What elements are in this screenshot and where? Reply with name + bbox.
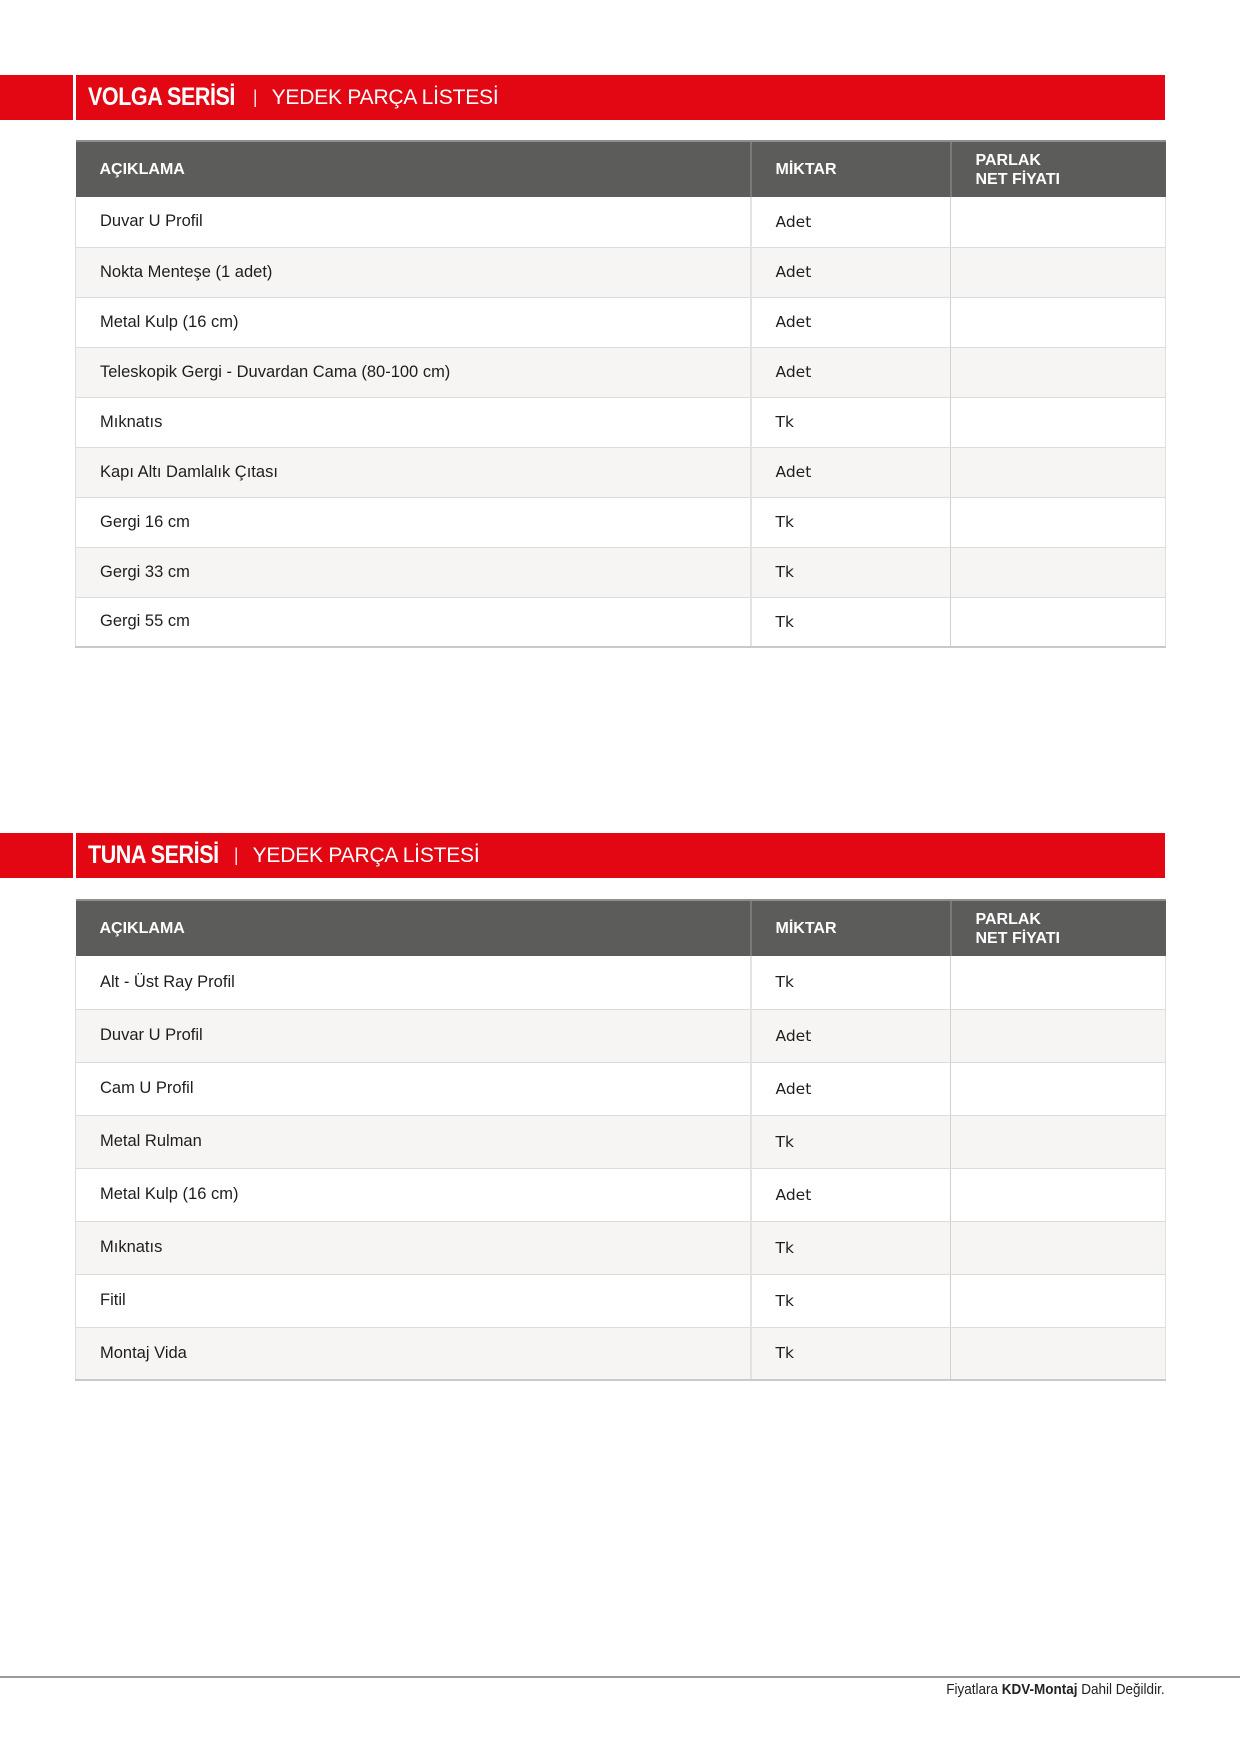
row-quantity: Adet <box>751 297 951 347</box>
row-description: Metal Kulp (16 cm) <box>76 297 751 347</box>
table-row <box>76 547 1166 597</box>
series-name: TUNA SERİSİ <box>88 841 219 869</box>
section-subtitle: YEDEK PARÇA LİSTESİ <box>252 843 480 867</box>
header-notch-divider <box>73 75 76 120</box>
row-description: Mıknatıs <box>76 1221 751 1274</box>
column-header-quantity: MİKTAR <box>751 900 951 956</box>
row-description: Montaj Vida <box>76 1327 751 1380</box>
row-quantity: Adet <box>751 1062 951 1115</box>
row-description: Alt - Üst Ray Profil <box>76 956 751 1009</box>
column-header-description: AÇIKLAMA <box>76 141 751 197</box>
tuna-parts-table <box>75 899 1166 1381</box>
row-description: Gergi 33 cm <box>76 547 751 597</box>
section-header-tuna <box>0 833 1165 878</box>
row-description: Duvar U Profil <box>76 1009 751 1062</box>
footer-note <box>947 1681 1165 1698</box>
row-description: Gergi 55 cm <box>76 597 751 647</box>
row-description: Nokta Menteşe (1 adet) <box>76 247 751 297</box>
section-subtitle: YEDEK PARÇA LİSTESİ <box>271 85 499 109</box>
table-row <box>76 1009 1166 1062</box>
section-title <box>88 833 480 878</box>
row-price <box>951 1168 1166 1221</box>
table-row <box>76 247 1166 297</box>
table-row <box>76 1062 1166 1115</box>
row-description: Metal Rulman <box>76 1115 751 1168</box>
table-row <box>76 1115 1166 1168</box>
row-price <box>951 247 1166 297</box>
title-separator: | <box>233 845 239 865</box>
row-description: Gergi 16 cm <box>76 497 751 547</box>
table-row <box>76 1168 1166 1221</box>
footer-bold: KDV-Montaj <box>1002 1681 1078 1698</box>
footer-divider <box>0 1676 1240 1678</box>
row-price <box>951 297 1166 347</box>
row-quantity: Adet <box>751 447 951 497</box>
table-row <box>76 956 1166 1009</box>
footer-prefix: Fiyatlara <box>946 1681 1003 1698</box>
table-row <box>76 197 1166 247</box>
row-price <box>951 1327 1166 1380</box>
table-row <box>76 1274 1166 1327</box>
row-description: Mıknatıs <box>76 397 751 447</box>
row-price <box>951 497 1166 547</box>
row-price <box>951 597 1166 647</box>
row-price <box>951 547 1166 597</box>
row-description: Teleskopik Gergi - Duvardan Cama (80-100 cm) <box>76 347 751 397</box>
row-quantity: Adet <box>751 197 951 247</box>
title-separator: | <box>252 87 258 107</box>
column-header-description: AÇIKLAMA <box>76 900 751 956</box>
column-header-quantity: MİKTAR <box>751 141 951 197</box>
row-quantity: Tk <box>751 1274 951 1327</box>
row-quantity: Adet <box>751 1168 951 1221</box>
table-row <box>76 1327 1166 1380</box>
row-quantity: Tk <box>751 1327 951 1380</box>
row-price <box>951 397 1166 447</box>
row-quantity: Tk <box>751 497 951 547</box>
row-quantity: Tk <box>751 597 951 647</box>
table-row <box>76 497 1166 547</box>
price-header-line2: NET FİYATI <box>975 929 1060 947</box>
row-quantity: Tk <box>751 1115 951 1168</box>
row-quantity: Adet <box>751 247 951 297</box>
row-price <box>951 347 1166 397</box>
row-quantity: Tk <box>751 1221 951 1274</box>
footer-suffix: Dahil Değildir. <box>1077 1681 1165 1698</box>
row-price <box>951 1115 1166 1168</box>
row-price <box>951 447 1166 497</box>
row-price <box>951 1009 1166 1062</box>
section-header-volga <box>0 75 1165 120</box>
row-price <box>951 1274 1166 1327</box>
table-row <box>76 597 1166 647</box>
table-row <box>76 297 1166 347</box>
section-title <box>88 75 498 120</box>
row-quantity: Adet <box>751 347 951 397</box>
row-price <box>951 1062 1166 1115</box>
row-price <box>951 956 1166 1009</box>
price-header-line1: PARLAK <box>975 151 1041 169</box>
row-description: Metal Kulp (16 cm) <box>76 1168 751 1221</box>
price-header-line2: NET FİYATI <box>975 170 1060 188</box>
table-header-row <box>76 141 1166 197</box>
column-header-price <box>951 141 1166 197</box>
row-description: Kapı Altı Damlalık Çıtası <box>76 447 751 497</box>
row-quantity: Adet <box>751 1009 951 1062</box>
row-quantity: Tk <box>751 956 951 1009</box>
row-description: Cam U Profil <box>76 1062 751 1115</box>
table-row <box>76 347 1166 397</box>
row-quantity: Tk <box>751 397 951 447</box>
table-row <box>76 397 1166 447</box>
column-header-price <box>951 900 1166 956</box>
row-quantity: Tk <box>751 547 951 597</box>
table-header-row <box>76 900 1166 956</box>
volga-parts-table <box>75 140 1166 648</box>
row-price <box>951 197 1166 247</box>
row-description: Duvar U Profil <box>76 197 751 247</box>
series-name: VOLGA SERİSİ <box>88 83 235 111</box>
table-row <box>76 1221 1166 1274</box>
row-price <box>951 1221 1166 1274</box>
row-description: Fitil <box>76 1274 751 1327</box>
price-header-line1: PARLAK <box>975 910 1041 928</box>
table-row <box>76 447 1166 497</box>
header-notch-divider <box>73 833 76 878</box>
